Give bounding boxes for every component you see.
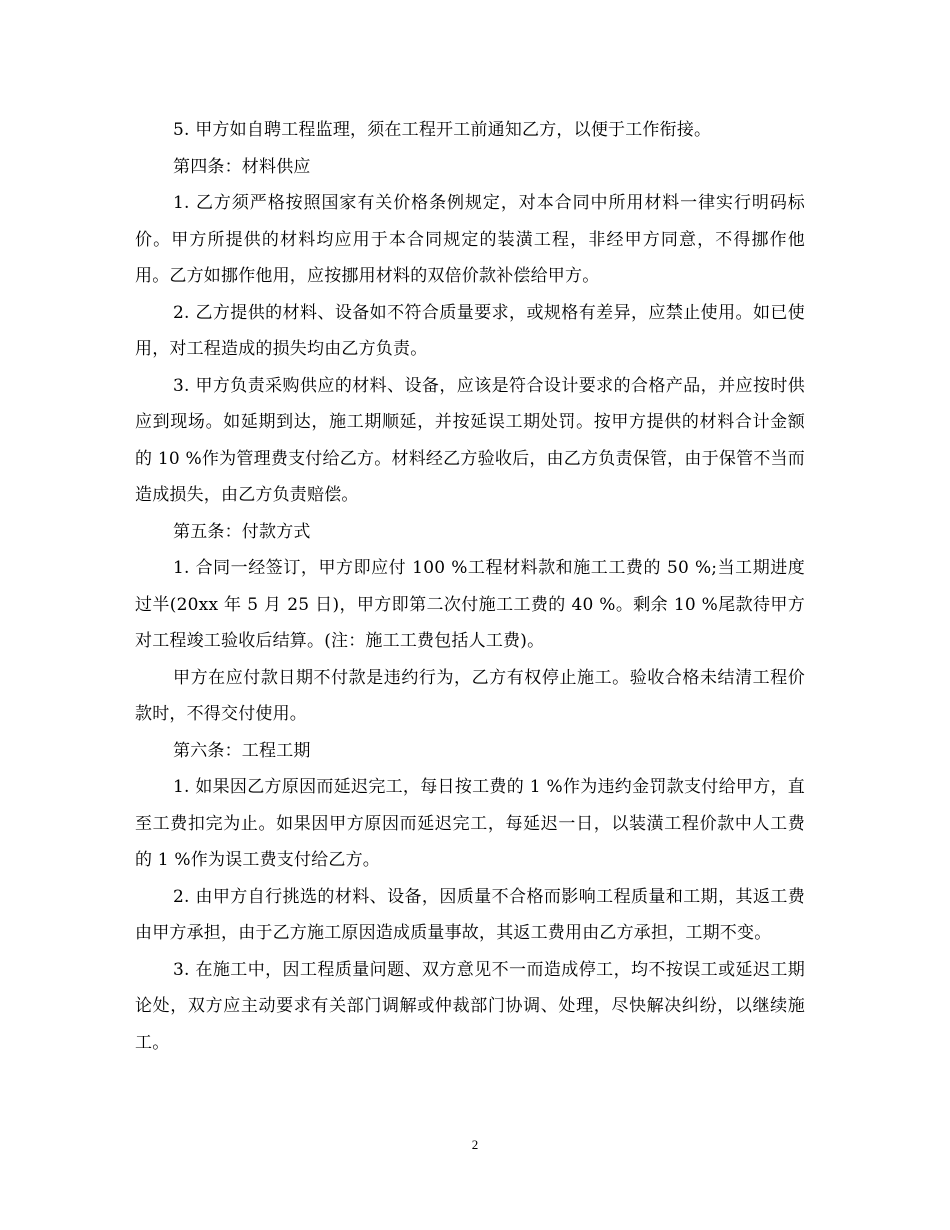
section-heading-article-6: 第六条：工程工期 <box>173 740 311 761</box>
paragraph-payment-default: 甲方在应付款日期不付款是违约行为，乙方有权停止施工。验收合格未结清工程价款时，不得交付使用。 <box>135 667 805 724</box>
paragraph-clause-4-item-5: 5. 甲方如自聘工程监理，须在工程开工前通知乙方，以便于工作衔接。 <box>173 120 712 140</box>
document-body <box>135 112 805 1061</box>
section-heading-article-4: 第四条：材料供应 <box>173 156 311 177</box>
page-number: 2 <box>471 1137 479 1152</box>
paragraph-schedule-item-1: 1. 如果因乙方原因而延迟完工，每日按工费的 1 %作为违约金罚款支付给甲方，直至工费扣完为止。如果因甲方原因而延迟完工，每延迟一日，以装潢工程价款中人工费的 1 %作为误工费支付给乙方。 <box>135 777 805 870</box>
paragraph-schedule-item-2: 2. 由甲方自行挑选的材料、设备，因质量不合格而影响工程质量和工期，其返工费由甲方承担，由于乙方施工原因造成质量事故，其返工费用由乙方承担，工期不变。 <box>135 886 805 943</box>
paragraph-materials-item-2: 2. 乙方提供的材料、设备如不符合质量要求，或规格有差异，应禁止使用。如已使用，对工程造成的损失均由乙方负责。 <box>135 302 805 359</box>
section-heading-article-5: 第五条：付款方式 <box>173 521 311 542</box>
paragraph-materials-item-1: 1. 乙方须严格按照国家有关价格条例规定，对本合同中所用材料一律实行明码标价。甲方所提供的材料均应用于本合同规定的装潢工程，非经甲方同意，不得挪作他用。乙方如挪作他用，应按挪用材料的双倍价款补偿给甲方。 <box>135 193 805 286</box>
paragraph-materials-item-3: 3. 甲方负责采购供应的材料、设备，应该是符合设计要求的合格产品，并应按时供应到现场。如延期到达，施工期顺延，并按延误工期处罚。按甲方提供的材料合计金额的 10 %作为管理费支付给乙方。材料经乙方验收后，由乙方负责保管，由于保管不当而造成损失，由乙方负责赔偿。 <box>135 375 805 505</box>
paragraph-payment-item-1: 1. 合同一经签订，甲方即应付 100 %工程材料款和施工工费的 50 %;当工期进度过半(20xx 年 5 月 25 日)，甲方即第二次付施工工费的 40 %。剩余 10 %尾款待甲方对工程竣工验收后结算。(注：施工工费包括人工费)。 <box>135 558 805 651</box>
paragraph-schedule-item-3: 3. 在施工中，因工程质量问题、双方意见不一而造成停工，均不按误工或延迟工期论处，双方应主动要求有关部门调解或仲裁部门协调、处理，尽快解决纠纷，以继续施工。 <box>135 959 805 1053</box>
